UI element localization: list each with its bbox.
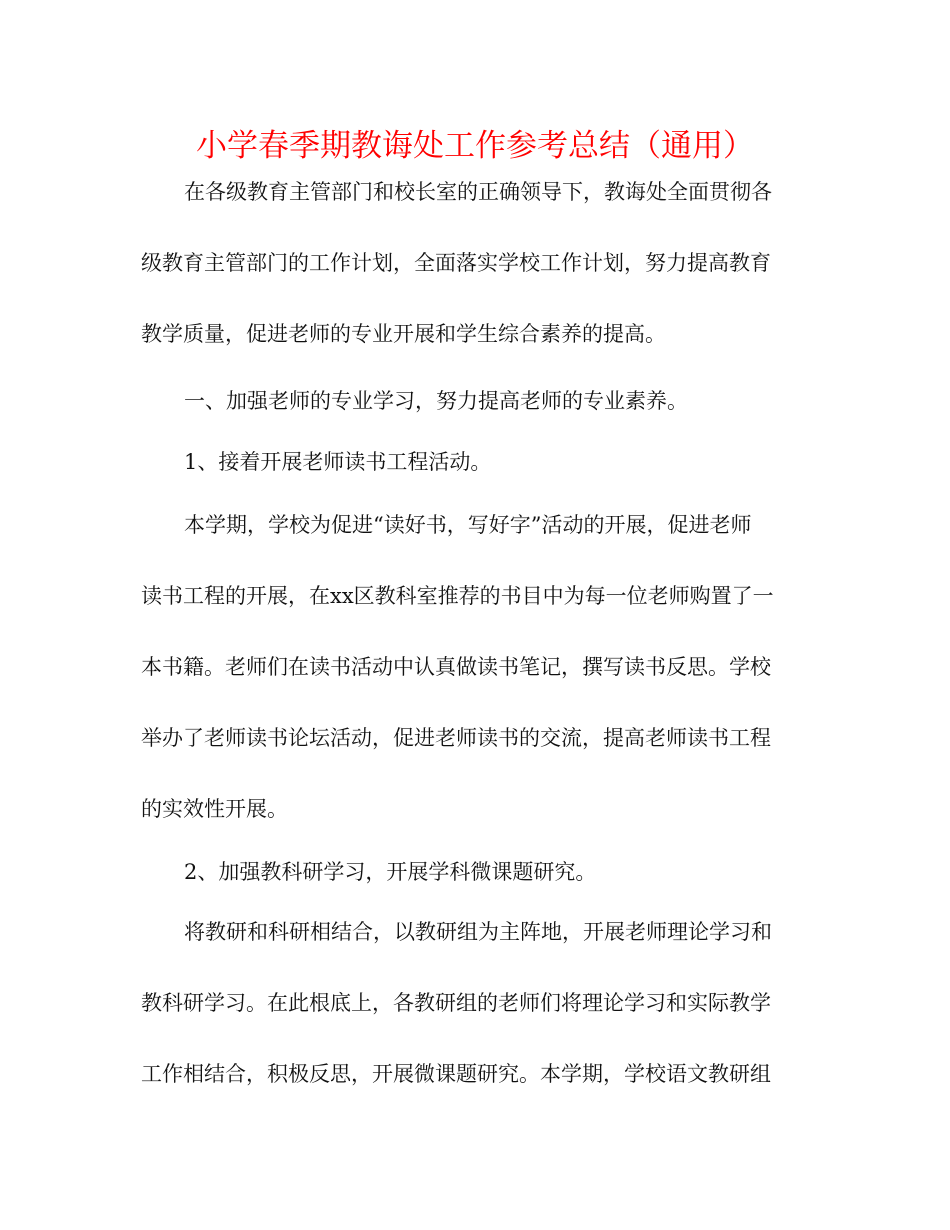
body-line: 举办了老师读书论坛活动，促进老师读书的交流，提高老师读书工程: [141, 726, 771, 750]
body-line: 本学期，学校为促进“读好书，写好字”活动的开展，促进老师: [184, 513, 752, 537]
body-line: 将教研和科研相结合，以教研组为主阵地，开展老师理论学习和: [184, 920, 772, 944]
document-title: 小学春季期教诲处工作参考总结（通用）: [196, 128, 754, 164]
subsection-heading: 1、接着开展老师读书工程活动。: [184, 450, 492, 474]
body-line: 教学质量，促进老师的专业开展和学生综合素养的提高。: [141, 322, 666, 346]
body-line: 的实效性开展。: [141, 797, 288, 821]
body-line: 教科研学习。在此根底上，各教研组的老师们将理论学习和实际教学: [141, 991, 771, 1015]
body-line: 读书工程的开展，在xx区教科室推荐的书目中为每一位老师购置了一: [141, 584, 774, 608]
body-line: 级教育主管部门的工作计划，全面落实学校工作计划，努力提高教育: [141, 251, 771, 275]
section-heading: 一、加强老师的专业学习，努力提高老师的专业素养。: [184, 389, 688, 413]
body-line: 工作相结合，积极反思，开展微课题研究。本学期，学校语文教研组: [141, 1062, 771, 1086]
subsection-heading: 2、加强教科研学习，开展学科微课题研究。: [184, 860, 597, 884]
body-line: 本书籍。老师们在读书活动中认真做读书笔记，撰写读书反思。学校: [141, 655, 771, 679]
body-line: 在各级教育主管部门和校长室的正确领导下，教诲处全面贯彻各: [184, 180, 772, 204]
